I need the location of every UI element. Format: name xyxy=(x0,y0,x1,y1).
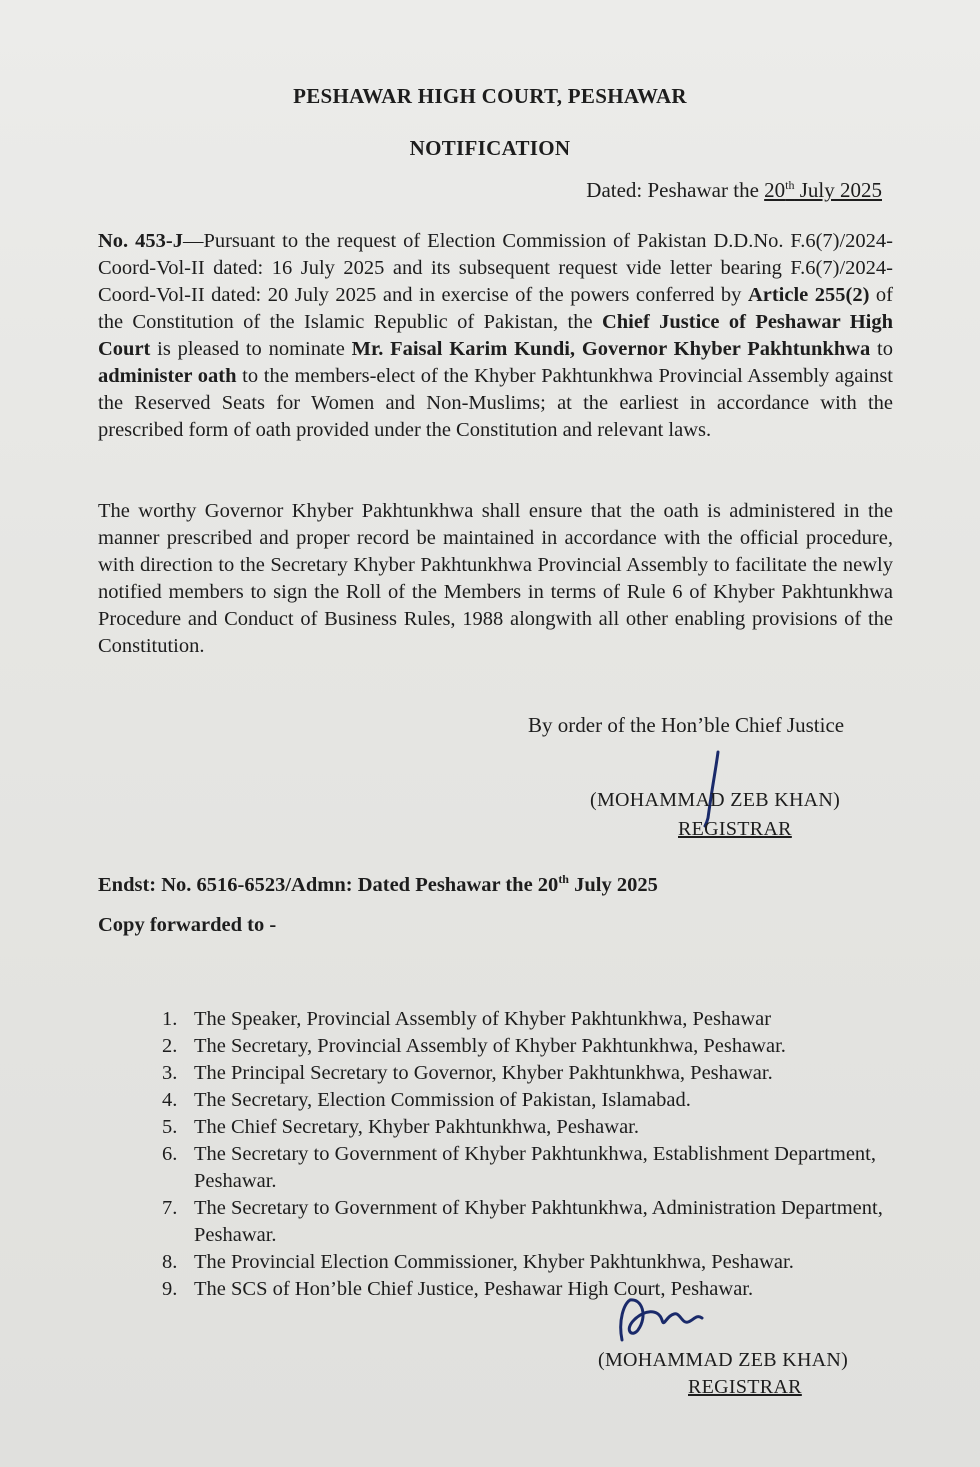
list-item-text: The Principal Secretary to Governor, Khyber Pakhtunkhwa, Peshawar. xyxy=(194,1062,773,1084)
endst-sup: th xyxy=(558,872,569,887)
list-item-number: 4. xyxy=(162,1089,178,1111)
list-item-number: 6. xyxy=(162,1143,178,1165)
para1-text-4: to xyxy=(870,338,893,360)
list-item-text: The Secretary to Government of Khyber Pakhtunkhwa, Establishment Department, Peshawar. xyxy=(194,1143,877,1192)
list-item-number: 8. xyxy=(162,1251,178,1273)
dated-value xyxy=(764,178,882,202)
dated-day: 20 xyxy=(764,178,786,202)
endst-rest: July 2025 xyxy=(568,874,658,896)
dated-sup: th xyxy=(785,178,795,192)
list-item xyxy=(162,1195,922,1249)
list-item-text: The Provincial Election Commissioner, Khyber Pakhtunkhwa, Peshawar. xyxy=(194,1251,794,1273)
signatory-name-1: (MOHAMMAD ZEB KHAN) xyxy=(590,789,841,811)
list-item xyxy=(162,1060,922,1087)
list-item-number: 3. xyxy=(162,1062,178,1084)
list-item-text: The Secretary to Government of Khyber Pakhtunkhwa, Administration Department, Peshawar. xyxy=(194,1197,883,1246)
list-item-number: 1. xyxy=(162,1008,178,1030)
dated-rest: July 2025 xyxy=(794,178,882,202)
list-item-text: The Secretary, Election Commission of Pakistan, Islamabad. xyxy=(194,1089,691,1111)
notification-paragraph-2: The worthy Governor Khyber Pakhtunkhwa shall ensure that the oath is administered in the manner prescribed and proper record be maintained in accordance with the official procedure, with direction to the Secretary Khyber Pakhtunkhwa Provincial Assembly to facilitate the newly notified members to sign the Roll of the Members in terms of Rule 6 of Khyber Pakhtunkhwa Procedure and Conduct of Business Rules, 1988 alongwith all other enabling provisions of the Constitution. xyxy=(98,500,893,657)
para1-text-2: of the Constitution of the Islamic Republic of Pakistan, the xyxy=(98,284,893,333)
signatory-name-2: (MOHAMMAD ZEB KHAN) xyxy=(598,1349,849,1371)
notification-date xyxy=(586,178,882,203)
chief-justice-reference: Chief Justice of Peshawar High Court xyxy=(98,311,894,360)
court-heading: PESHAWAR HIGH COURT, PESHAWAR xyxy=(293,84,687,108)
notification-number: No. 453-J xyxy=(98,230,183,252)
signature-2 xyxy=(608,1290,728,1350)
by-order-line: By order of the Hon’ble Chief Justice xyxy=(528,713,845,737)
list-item xyxy=(162,1249,922,1276)
administer-oath: administer oath xyxy=(98,365,237,387)
list-item-text: The SCS of Hon’ble Chief Justice, Peshawar High Court, Peshawar. xyxy=(194,1278,754,1300)
list-item-number: 7. xyxy=(162,1197,178,1219)
list-item xyxy=(162,1141,922,1195)
list-item-number: 9. xyxy=(162,1278,178,1300)
list-item xyxy=(162,1087,922,1114)
para1-text-3: is pleased to nominate xyxy=(150,338,352,360)
dated-prefix: Dated: Peshawar the xyxy=(586,178,765,202)
signatory-designation-2: REGISTRAR xyxy=(688,1376,802,1398)
list-item-number: 2. xyxy=(162,1035,178,1057)
article-reference: Article 255(2) xyxy=(747,284,870,306)
governor-name: Mr. Faisal Karim Kundi, Governor Khyber Pakhtunkhwa xyxy=(351,338,871,360)
list-item-text: The Chief Secretary, Khyber Pakhtunkhwa, Peshawar. xyxy=(194,1116,639,1138)
endst-prefix: Endst: No. 6516-6523/Admn: Dated Peshawar the 20 xyxy=(98,874,559,896)
list-item xyxy=(162,1006,922,1033)
notification-paragraph-1 xyxy=(98,228,893,444)
signature-1 xyxy=(690,748,750,828)
para1-text-1: —Pursuant to the request of Election Commission of Pakistan D.D.No. F.6(7)/2024-Coord-Vol-II dated: 16 July 2025 and its subsequent request vide letter bearing F.6(7)/2024-Coord-Vol-II dated: 20 July 2025 and in exercise of the powers conferred by xyxy=(98,230,893,306)
list-item xyxy=(162,1114,922,1141)
copy-forwarded-label: Copy forwarded to - xyxy=(98,914,277,936)
list-item-number: 5. xyxy=(162,1116,178,1138)
list-item-text: The Speaker, Provincial Assembly of Khyber Pakhtunkhwa, Peshawar xyxy=(194,1008,772,1030)
list-item xyxy=(162,1033,922,1060)
notification-title: NOTIFICATION xyxy=(409,136,571,160)
list-item-text: The Secretary, Provincial Assembly of Khyber Pakhtunkhwa, Peshawar. xyxy=(194,1035,786,1057)
para1-text-5: to the members-elect of the Khyber Pakhtunkhwa Provincial Assembly against the Reserved Seats for Women and Non-Muslims; at the earliest in accordance with the prescribed form of oath provided under the Constitution and relevant laws. xyxy=(98,365,893,441)
list-item xyxy=(162,1276,922,1303)
distribution-list xyxy=(162,1006,922,1303)
signatory-designation-1: REGISTRAR xyxy=(678,818,792,840)
endorsement-line xyxy=(98,874,658,897)
